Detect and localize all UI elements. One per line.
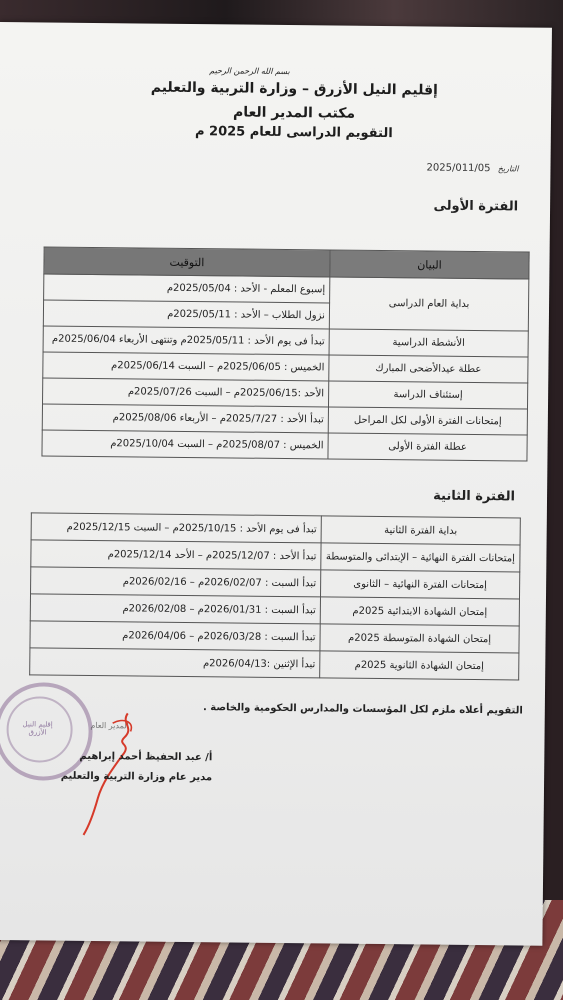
event-cell: عطلة الفترة الأولى [328, 433, 527, 461]
ministry-heading: إقليم النيل الأزرق – وزارة التربية والتعليم [150, 79, 438, 99]
time-cell: تبدأ فى يوم الأحد : 2025/05/11م وتنتهى الأربعاء 2025/06/04م [43, 326, 329, 355]
column-header-event: البيان [330, 250, 529, 279]
stamp-label: المدير العام [90, 720, 129, 731]
time-cell: الخميس : 2025/08/07م – السبت 2025/10/04م [42, 430, 328, 459]
stamp-text: إقليم النيل الأزرق [22, 720, 53, 737]
binding-note: التقويم أعلاه ملزم لكل المؤسسات والمدارس الحكومية والخاصة . [202, 702, 523, 717]
date-value: 2025/011/05 [426, 162, 491, 175]
period2-title: الفترة الثانية [433, 488, 516, 505]
time-cell: الخميس : 2025/06/05م – السبت 2025/06/14م [43, 352, 329, 381]
calendar-title: التقويم الدراسى للعام 2025 م [194, 124, 393, 142]
time-cell: تبدأ الأحد : 2025/7/27م – الأربعاء 2025/08/06م [42, 404, 328, 433]
date-label: التاريخ [497, 164, 519, 174]
event-cell: بداية الفترة الثانية [321, 516, 520, 545]
table-row [30, 648, 519, 680]
time-cell: إسبوع المعلم - الأحد : 2025/05/04م [44, 274, 330, 303]
event-cell: إمتحانات الفترة النهائية – الإبتدائى والمتوسطة [321, 543, 520, 572]
document-date [398, 162, 518, 174]
event-cell: إمتحانات الفترة الأولى لكل المراحل [328, 407, 527, 435]
event-cell: إمتحان الشهادة الثانوية 2025م [320, 651, 519, 680]
time-cell: الأحد :2025/06/15م – السبت 2025/07/26م [43, 378, 329, 407]
event-cell: إمتحانات الفترة النهائية – الثانوى [320, 570, 519, 599]
office-heading: مكتب المدير العام [232, 104, 356, 122]
event-cell: بداية العام الدراسى [329, 277, 529, 331]
time-cell: تبدأ السبت : 2026/01/31م – 2026/02/08م [30, 594, 320, 624]
time-cell: تبدأ الأحد : 2025/12/07م – الأحد 2025/12/14م [31, 540, 321, 570]
time-cell: تبدأ فى يوم الأحد : 2025/10/15م – السبت 2025/12/15م [31, 513, 321, 543]
event-cell: إستئناف الدراسة [328, 381, 527, 409]
time-cell: تبدأ السبت : 2026/03/28م – 2026/04/06م [30, 621, 320, 651]
time-cell: تبدأ الإثنين :2026/04/13م [30, 648, 320, 678]
period1-title: الفترة الأولى [433, 198, 519, 215]
document-page [0, 22, 552, 946]
signatory-title: مدير عام وزارة التربية والتعليم [60, 770, 213, 784]
column-header-time: التوقيت [44, 247, 330, 277]
event-cell: الأنشطة الدراسية [329, 329, 528, 357]
event-cell: إمتحان الشهادة المتوسطة 2025م [320, 624, 519, 653]
basmala: بسم الله الرحمن الرحيم [209, 66, 290, 77]
signatory-name: أ/ عبد الحفيظ أحمد إبراهيم [79, 750, 213, 764]
period2-table [29, 512, 521, 680]
event-cell: إمتحان الشهادة الابتدائية 2025م [320, 597, 519, 626]
time-cell: نزول الطلاب – الأحد : 2025/05/11م [43, 300, 329, 329]
period1-table [41, 246, 529, 461]
event-cell: عطلة عيدالأضحى المبارك [329, 355, 528, 383]
time-cell: تبدأ السبت : 2026/02/07م – 2026/02/16م [31, 567, 321, 597]
table-row [42, 430, 527, 461]
